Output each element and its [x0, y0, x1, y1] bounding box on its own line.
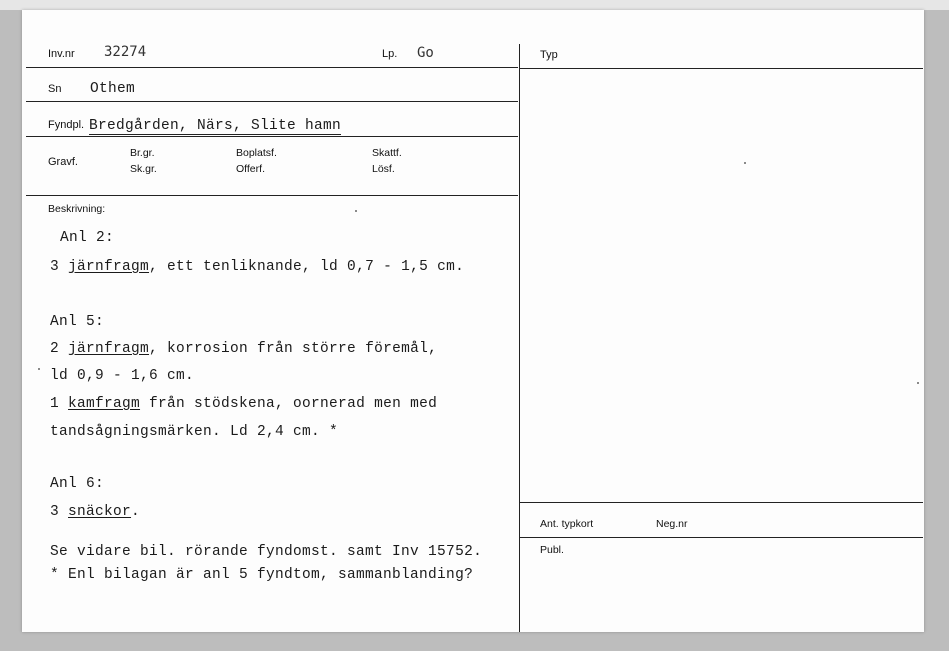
divider-ant-typkort — [519, 502, 923, 503]
lp-value: Go — [417, 45, 434, 61]
anl2-heading: Anl 2: — [60, 230, 115, 246]
boplatsf-label: Boplatsf. — [236, 147, 277, 159]
losf-label: Lösf. — [372, 163, 395, 175]
row-divider-fyndpl — [26, 136, 518, 137]
fyndpl-value: Bredgården, Närs, Slite hamn — [89, 118, 342, 134]
neg-nr-label: Neg.nr — [656, 518, 688, 530]
scan-background — [0, 0, 949, 10]
inv-nr-label: Inv.nr — [48, 48, 75, 60]
anl5-heading: Anl 5: — [50, 314, 105, 330]
footer-line2: * Enl bilagan är anl 5 fyndtom, sammanblanding? — [50, 567, 474, 583]
beskrivning-label: Beskrivning: — [48, 203, 106, 215]
anl5-line1: 2 järnfragm, korrosion från större föremål, — [50, 341, 438, 357]
sn-label: Sn — [48, 83, 62, 95]
brgr-label: Br.gr. — [130, 147, 155, 159]
catalog-card — [22, 10, 924, 632]
typ-label: Typ — [540, 49, 558, 61]
anl6-line1: 3 snäckor. — [50, 504, 141, 520]
anl2-line1: 3 järnfragm, ett tenliknande, ld 0,7 - 1,5 cm. — [50, 259, 465, 275]
scan-speck — [355, 210, 357, 212]
anl6-heading: Anl 6: — [50, 476, 105, 492]
scan-speck — [917, 382, 919, 384]
footer-line1: Se vidare bil. rörande fyndomst. samt Inv 15752. — [50, 544, 483, 560]
anl5-line3: 1 kamfragm från stödskena, oornerad men med — [50, 396, 438, 412]
anl5-line4: tandsågningsmärken. Ld 2,4 cm. * — [50, 424, 339, 440]
offerf-label: Offerf. — [236, 163, 265, 175]
row-divider-inv — [26, 67, 518, 68]
gravf-label: Gravf. — [48, 156, 78, 168]
skattf-label: Skattf. — [372, 147, 402, 159]
typ-divider — [519, 68, 923, 69]
divider-publ — [519, 537, 923, 538]
ant-typkort-label: Ant. typkort — [540, 518, 594, 530]
anl5-line2: ld 0,9 - 1,6 cm. — [50, 368, 195, 384]
sn-value: Othem — [90, 81, 136, 97]
publ-label: Publ. — [540, 544, 564, 556]
row-divider-sn — [26, 101, 518, 102]
scan-speck — [744, 162, 746, 164]
lp-label: Lp. — [382, 48, 398, 60]
column-divider — [519, 44, 520, 632]
inv-nr-value: 32274 — [104, 44, 147, 60]
scan-speck — [38, 368, 40, 370]
fyndpl-label: Fyndpl. — [48, 119, 85, 131]
row-divider-gravf — [26, 195, 518, 196]
skgr-label: Sk.gr. — [130, 163, 157, 175]
